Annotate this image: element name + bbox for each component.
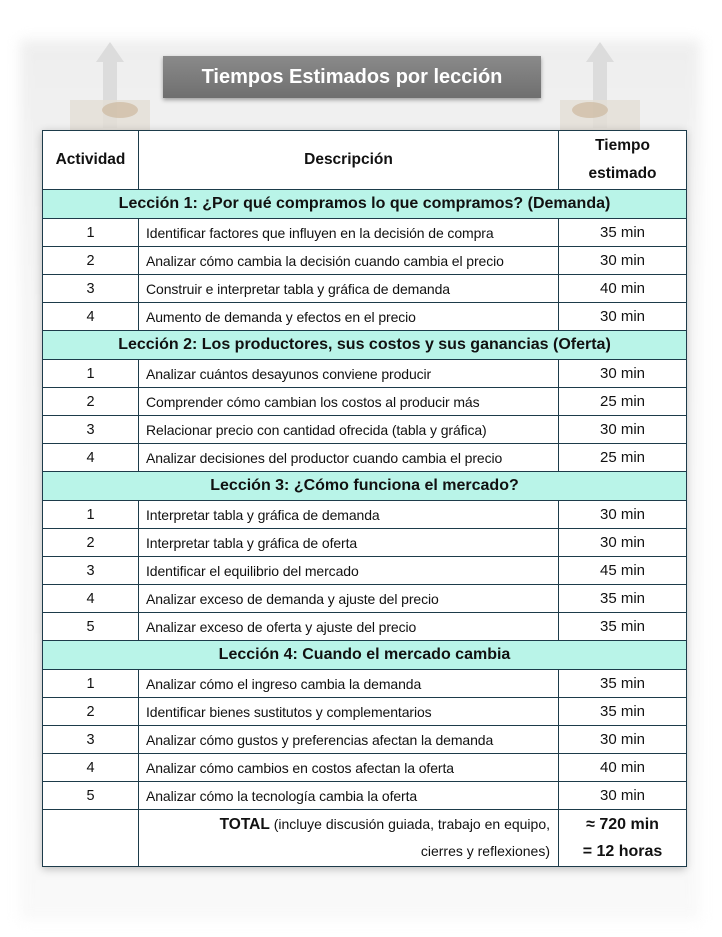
- total-time: [559, 810, 687, 867]
- total-note-line1: (incluye discusión guiada, trabajo en equipo,: [273, 816, 550, 832]
- activity-description: Analizar cómo gustos y preferencias afectan la demanda: [139, 726, 559, 754]
- lesson-title: Lección 2: Los productores, sus costos y sus ganancias (Oferta): [43, 331, 687, 360]
- activity-number: 1: [43, 501, 139, 529]
- time-estimates-table-card: [42, 130, 686, 867]
- header-time: [559, 131, 687, 190]
- activity-number: 4: [43, 585, 139, 613]
- table-row: [43, 754, 687, 782]
- activity-time: 35 min: [559, 585, 687, 613]
- table-row: [43, 726, 687, 754]
- activity-number: 1: [43, 360, 139, 388]
- activity-description: Interpretar tabla y gráfica de demanda: [139, 501, 559, 529]
- activity-number: 2: [43, 388, 139, 416]
- activity-time: 35 min: [559, 613, 687, 641]
- activity-description: Interpretar tabla y gráfica de oferta: [139, 529, 559, 557]
- table-row: [43, 613, 687, 641]
- activity-description: Analizar exceso de oferta y ajuste del precio: [139, 613, 559, 641]
- lesson-header-row: [43, 472, 687, 501]
- activity-number: 1: [43, 670, 139, 698]
- table-header-row: [43, 131, 687, 190]
- header-activity: Actividad: [43, 131, 139, 190]
- page-title: Tiempos Estimados por lección: [163, 56, 541, 98]
- activity-number: 4: [43, 754, 139, 782]
- header-description: Descripción: [139, 131, 559, 190]
- activity-description: Relacionar precio con cantidad ofrecida (tabla y gráfica): [139, 416, 559, 444]
- total-hours: = 12 horas: [582, 843, 663, 860]
- header-time-line2: estimado: [588, 165, 657, 182]
- activity-time: 30 min: [559, 501, 687, 529]
- activity-time: 45 min: [559, 557, 687, 585]
- table-row: [43, 247, 687, 275]
- decorative-arch-right-image: [560, 40, 640, 130]
- table-row: [43, 529, 687, 557]
- total-row: [43, 810, 687, 867]
- total-description: [139, 810, 559, 867]
- activity-description: Analizar cómo la tecnología cambia la oferta: [139, 782, 559, 810]
- header-time-line1: Tiempo: [595, 137, 650, 154]
- activity-number: 2: [43, 698, 139, 726]
- total-note-line2: cierres y reflexiones): [420, 843, 550, 859]
- activity-description: Analizar cuántos desayunos conviene producir: [139, 360, 559, 388]
- lesson-header-row: [43, 190, 687, 219]
- activity-number: 3: [43, 416, 139, 444]
- activity-description: Construir e interpretar tabla y gráfica de demanda: [139, 275, 559, 303]
- table-row: [43, 782, 687, 810]
- table-row: [43, 219, 687, 247]
- activity-time: 35 min: [559, 698, 687, 726]
- activity-description: Analizar cómo cambios en costos afectan la oferta: [139, 754, 559, 782]
- decorative-arch-left-image: [70, 40, 150, 130]
- activity-description: Identificar el equilibrio del mercado: [139, 557, 559, 585]
- table-row: [43, 303, 687, 331]
- table-row: [43, 698, 687, 726]
- activity-time: 30 min: [559, 416, 687, 444]
- activity-number: 1: [43, 219, 139, 247]
- lesson-title: Lección 3: ¿Cómo funciona el mercado?: [43, 472, 687, 501]
- activity-description: Identificar factores que influyen en la decisión de compra: [139, 219, 559, 247]
- activity-time: 30 min: [559, 782, 687, 810]
- activity-number: 4: [43, 444, 139, 472]
- table-row: [43, 275, 687, 303]
- activity-description: Analizar cómo el ingreso cambia la demanda: [139, 670, 559, 698]
- activity-number: 2: [43, 529, 139, 557]
- activity-time: 25 min: [559, 444, 687, 472]
- activity-time: 40 min: [559, 754, 687, 782]
- activity-description: Aumento de demanda y efectos en el precio: [139, 303, 559, 331]
- activity-time: 35 min: [559, 219, 687, 247]
- table-row: [43, 670, 687, 698]
- activity-number: 5: [43, 613, 139, 641]
- activity-number: 2: [43, 247, 139, 275]
- lesson-title: Lección 1: ¿Por qué compramos lo que compramos? (Demanda): [43, 190, 687, 219]
- table-body: [43, 190, 687, 867]
- activity-description: Analizar exceso de demanda y ajuste del precio: [139, 585, 559, 613]
- time-estimates-table: [42, 130, 687, 867]
- total-label: TOTAL: [219, 816, 270, 833]
- activity-number: 5: [43, 782, 139, 810]
- lesson-title: Lección 4: Cuando el mercado cambia: [43, 641, 687, 670]
- activity-time: 30 min: [559, 247, 687, 275]
- activity-number: 3: [43, 726, 139, 754]
- activity-time: 30 min: [559, 726, 687, 754]
- activity-time: 35 min: [559, 670, 687, 698]
- table-row: [43, 557, 687, 585]
- table-row: [43, 360, 687, 388]
- table-row: [43, 444, 687, 472]
- activity-number: 3: [43, 275, 139, 303]
- lesson-header-row: [43, 331, 687, 360]
- table-row: [43, 388, 687, 416]
- activity-time: 25 min: [559, 388, 687, 416]
- table-row: [43, 501, 687, 529]
- activity-number: 3: [43, 557, 139, 585]
- activity-description: Analizar cómo cambia la decisión cuando cambia el precio: [139, 247, 559, 275]
- activity-description: Identificar bienes sustitutos y complementarios: [139, 698, 559, 726]
- activity-description: Analizar decisiones del productor cuando cambia el precio: [139, 444, 559, 472]
- activity-time: 30 min: [559, 303, 687, 331]
- activity-time: 40 min: [559, 275, 687, 303]
- activity-description: Comprender cómo cambian los costos al producir más: [139, 388, 559, 416]
- table-row: [43, 416, 687, 444]
- total-empty-cell: [43, 810, 139, 867]
- activity-number: 4: [43, 303, 139, 331]
- lesson-header-row: [43, 641, 687, 670]
- table-row: [43, 585, 687, 613]
- activity-time: 30 min: [559, 529, 687, 557]
- activity-time: 30 min: [559, 360, 687, 388]
- total-minutes: ≈ 720 min: [586, 816, 659, 833]
